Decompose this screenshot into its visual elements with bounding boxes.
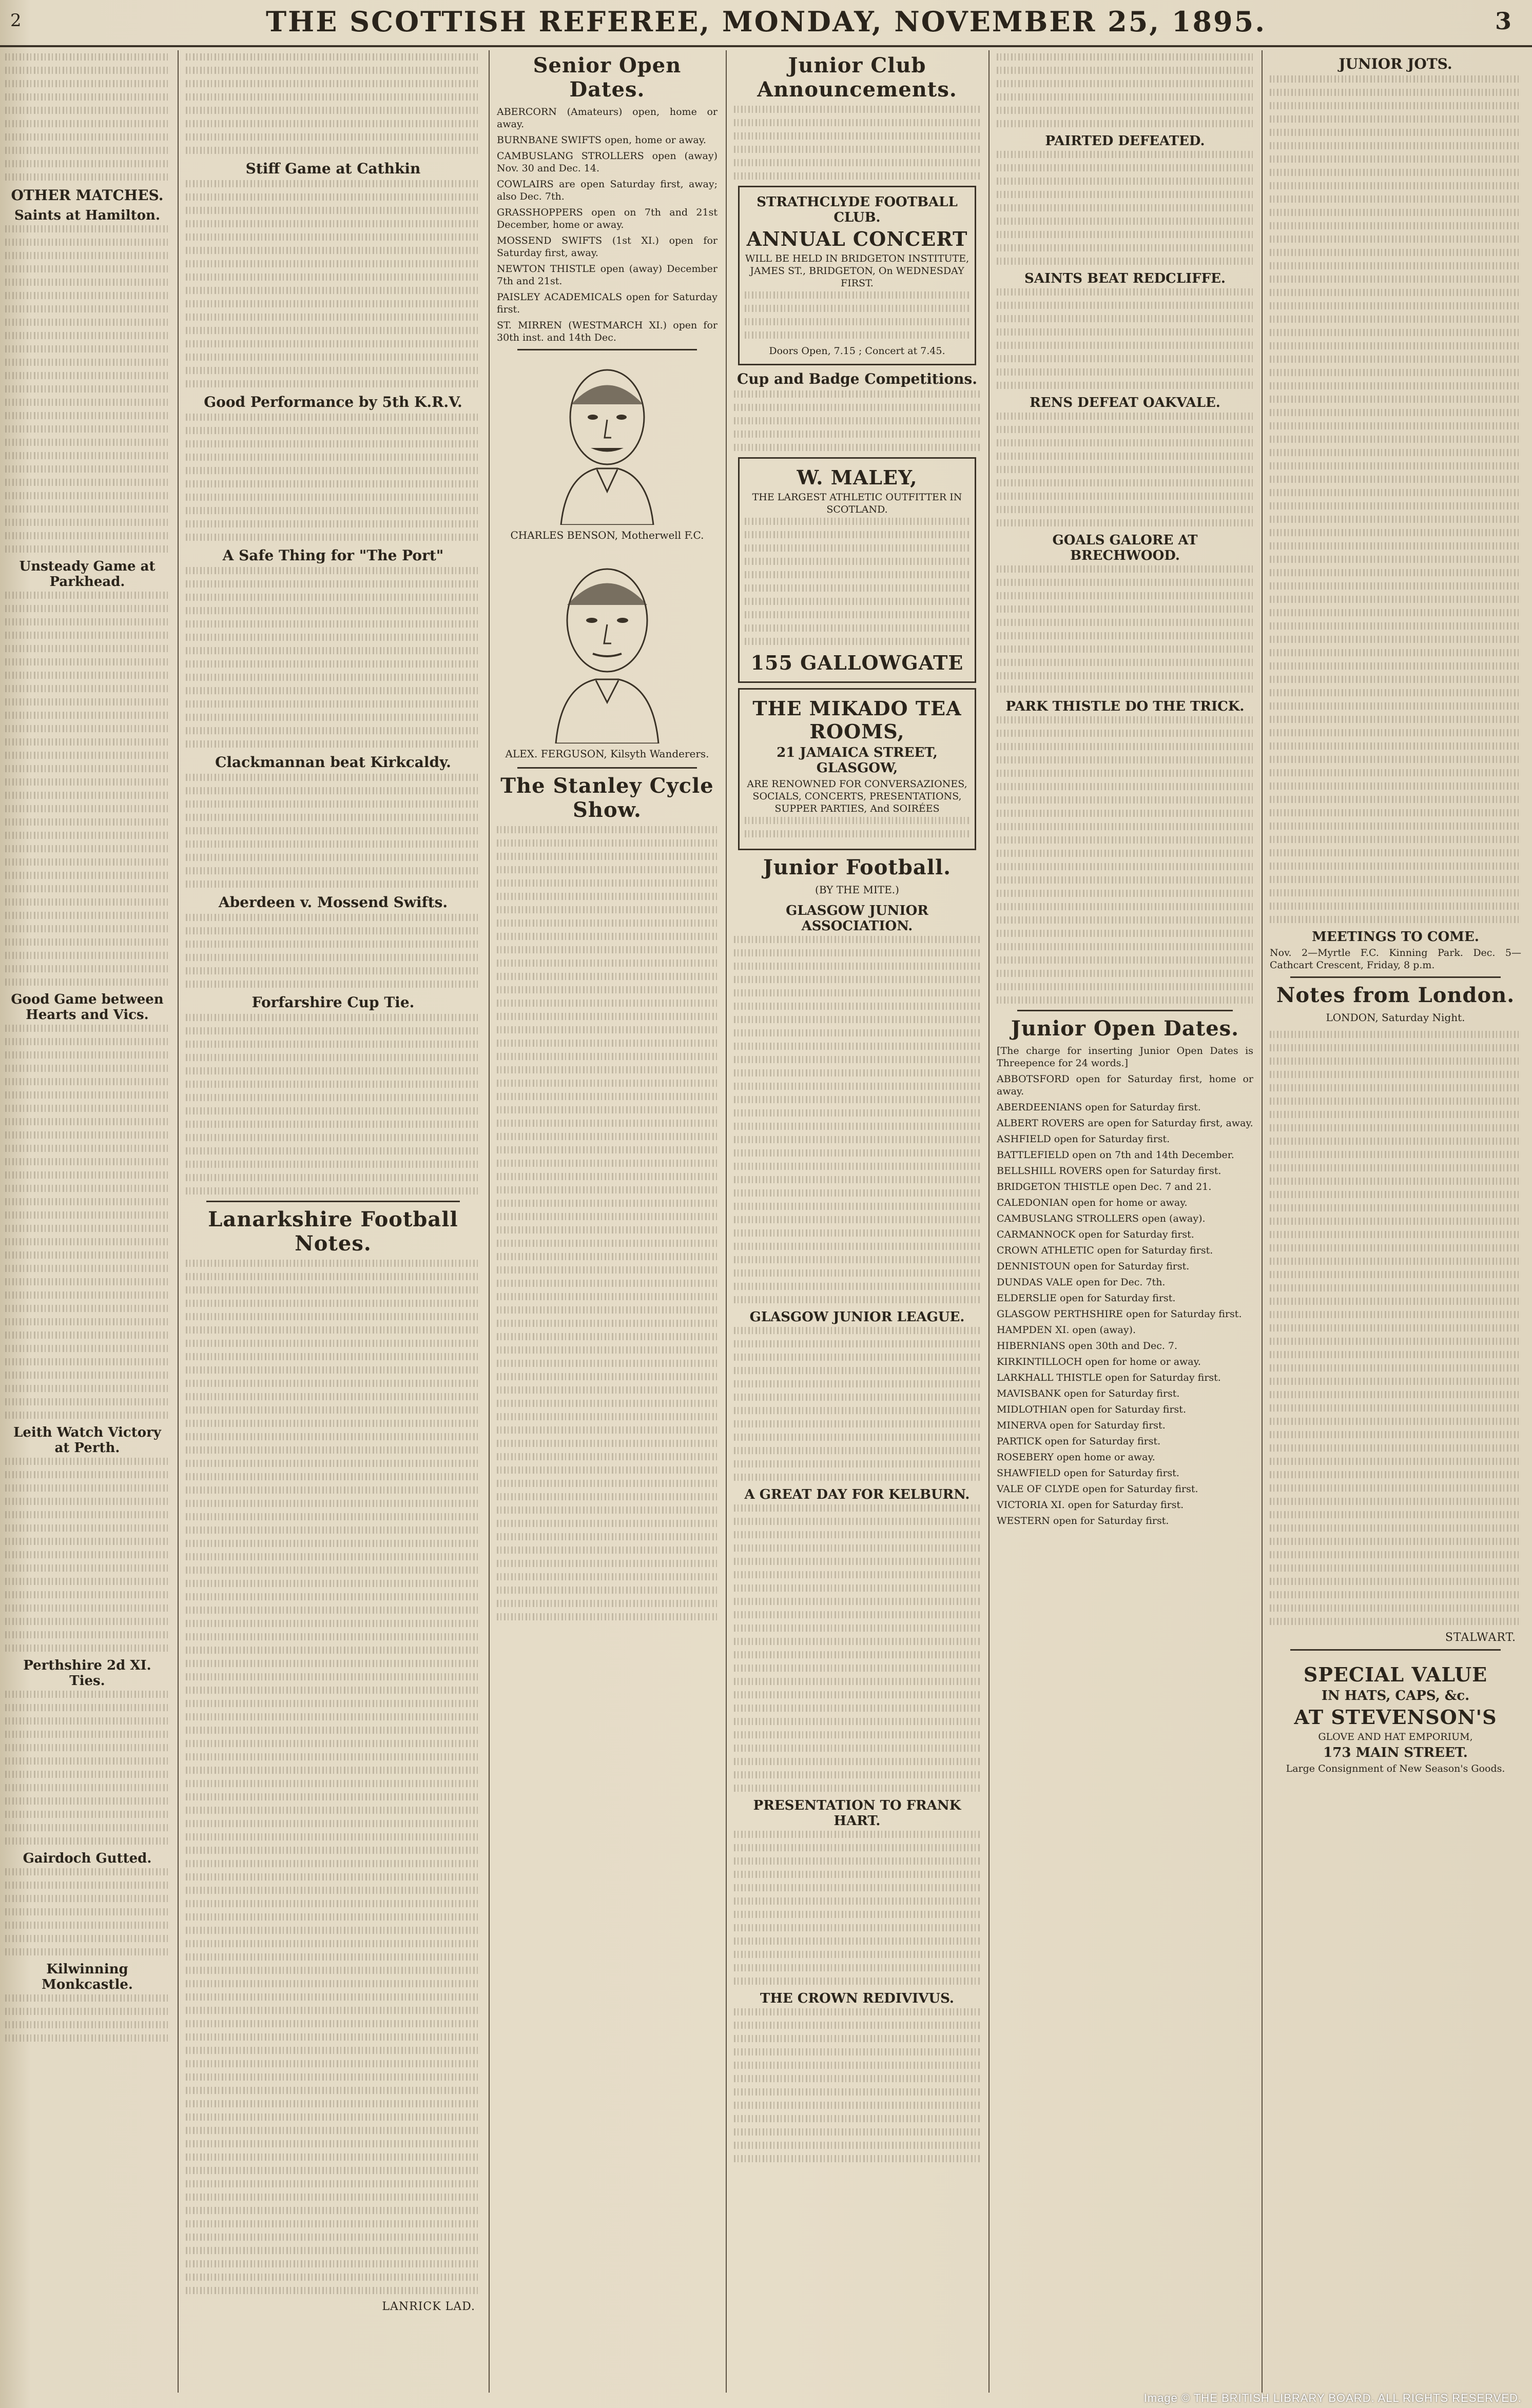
ad-mikado-address: 21 JAMAICA STREET, GLASGOW, [777, 745, 938, 776]
junior-open-entry: BRIDGETON THISTLE open Dec. 7 and 21. [997, 1181, 1212, 1192]
caption-alex-ferguson: ALEX. FERGUSON, Kilsyth Wanderers. [505, 748, 709, 760]
junior-open-entry: CARMANNOCK open for Saturday first. [997, 1229, 1194, 1240]
heading-gairdoch: Gairdoch Gutted. [23, 1851, 152, 1866]
junior-open-entry: PARTICK open for Saturday first. [997, 1436, 1161, 1447]
ad-strathclyde-head: STRATHCLYDE FOOTBALL CLUB. [757, 194, 958, 225]
heading-leith-watch: Leith Watch Victory at Perth. [13, 1425, 161, 1456]
ad-maley-sub: THE LARGEST ATHLETIC OUTFITTER IN SCOTLAND. [752, 492, 962, 515]
section-rule [517, 349, 697, 350]
junior-open-entry: ELDERSLIE open for Saturday first. [997, 1293, 1176, 1304]
ad-stevensons [1274, 1656, 1517, 1781]
junior-open-entry: GLASGOW PERTHSHIRE open for Saturday first. [997, 1308, 1242, 1320]
junior-open-entry: ABERDEENIANS open for Saturday first. [997, 1102, 1201, 1113]
heading-glasgow-junior-association: GLASGOW JUNIOR ASSOCIATION. [786, 903, 928, 934]
junior-open-entry: CAMBUSLANG STROLLERS open (away). [997, 1213, 1206, 1224]
junior-open-entry: KIRKINTILLOCH open for home or away. [997, 1356, 1201, 1367]
heading-perthshire-ties: Perthshire 2d XI. Ties. [23, 1658, 151, 1689]
junior-open-entry: SHAWFIELD open for Saturday first. [997, 1467, 1179, 1479]
ad-hats-caps: IN HATS, CAPS, &c. [1321, 1688, 1470, 1704]
heading-safe-thing: A Safe Thing for "The Port" [222, 547, 444, 564]
open-date-entry: GRASSHOPPERS open on 7th and 21st December, home or away. [497, 207, 717, 230]
junior-open-entry: MAVISBANK open for Saturday first. [997, 1388, 1180, 1399]
page-number: 3 [1495, 7, 1511, 35]
heading-crown-redivivus: THE CROWN REDIVIVUS. [760, 1991, 954, 2006]
ad-annual-concert: ANNUAL CONCERT [746, 227, 968, 250]
column-rule [178, 50, 179, 2393]
ad-maley-name: W. MALEY, [797, 466, 918, 489]
junior-open-entry: VICTORIA XI. open for Saturday first. [997, 1499, 1184, 1511]
heading-junior-jots: JUNIOR JOTS. [1339, 55, 1452, 72]
column-4 [729, 50, 985, 2393]
section-rule [1017, 1010, 1233, 1011]
heading-cup-and-badge: Cup and Badge Competitions. [737, 370, 977, 387]
heading-saints-at-hamilton: Saints at Hamilton. [14, 208, 160, 223]
open-date-entry: CAMBUSLANG STROLLERS open (away) Nov. 30 and Dec. 14. [497, 150, 717, 174]
heading-aberdeen-mossend: Aberdeen v. Mossend Swifts. [218, 894, 448, 911]
heading-pairted-defeated: PAIRTED DEFEATED. [1045, 133, 1205, 149]
junior-open-entry: ROSEBERY open home or away. [997, 1452, 1155, 1463]
heading-unsteady-game: Unsteady Game at Parkhead. [19, 559, 156, 590]
ad-emporium: GLOVE AND HAT EMPORIUM, [1318, 1731, 1473, 1743]
heading-clackmannan: Clackmannan beat Kirkcaldy. [215, 754, 451, 771]
heading-stanley-cycle-show: The Stanley Cycle Show. [500, 774, 714, 822]
ad-main-street: 173 MAIN STREET. [1323, 1745, 1468, 1760]
column-5 [992, 50, 1258, 2393]
heading-other-matches: OTHER MATCHES. [11, 187, 164, 204]
heading-junior-open-dates: Junior Open Dates. [1011, 1016, 1239, 1041]
ad-stevensons-name: AT STEVENSON'S [1294, 1706, 1497, 1729]
heading-good-performance: Good Performance by 5th K.R.V. [204, 394, 462, 410]
section-rule [1290, 976, 1501, 978]
heading-park-thistle: PARK THISTLE DO THE TRICK. [1005, 699, 1245, 714]
section-rule [206, 1201, 460, 1202]
ad-concert-detail: WILL BE HELD IN BRIDGETON INSTITUTE, JAMES ST., BRIDGETON, On WEDNESDAY FIRST. [745, 253, 969, 289]
heading-kilwinning: Kilwinning Monkcastle. [42, 1962, 133, 1992]
section-rule [1290, 1649, 1501, 1651]
heading-presentation: PRESENTATION TO FRANK HART. [753, 1798, 961, 1829]
junior-open-entry: LARKHALL THISTLE open for Saturday first. [997, 1372, 1221, 1383]
heading-goals-galore: GOALS GALORE AT BRECHWOOD. [1052, 533, 1198, 563]
junior-open-entry: HIBERNIANS open 30th and Dec. 7. [997, 1340, 1178, 1352]
open-date-entry: MOSSEND SWIFTS (1st XI.) open for Saturday first, away. [497, 235, 717, 259]
heading-lanarkshire-notes: Lanarkshire Football Notes. [208, 1207, 458, 1256]
junior-open-entry: WESTERN open for Saturday first. [997, 1515, 1169, 1526]
signature-lanrick-lad: LANRICK LAD. [382, 2300, 475, 2313]
caption-charles-benson: CHARLES BENSON, Motherwell F.C. [510, 529, 704, 541]
heading-junior-club-announcements: Junior Club Announcements. [757, 53, 957, 102]
junior-open-entry: CALEDONIAN open for home or away. [997, 1197, 1188, 1208]
column-rule [489, 50, 490, 2393]
column-6 [1265, 50, 1526, 2393]
london-dateline: LONDON, Saturday Night. [1326, 1011, 1465, 1024]
column-rule [726, 50, 727, 2393]
open-date-entry: NEWTON THISTLE open (away) December 7th and 21st. [497, 263, 717, 287]
masthead-rule [0, 45, 1532, 47]
ad-mikado-sub: ARE RENOWNED FOR CONVERSAZIONES, SOCIALS, CONCERTS, PRESENTATIONS, SUPPER PARTIES, And SOIRÉES [747, 778, 967, 814]
heading-forfarshire: Forfarshire Cup Tie. [251, 994, 415, 1011]
heading-meetings-to-come: MEETINGS TO COME. [1312, 929, 1479, 945]
portrait-engraving-1 [530, 356, 684, 525]
junior-open-entry: ASHFIELD open for Saturday first. [997, 1133, 1170, 1145]
junior-open-entry: HAMPDEN XI. open (away). [997, 1324, 1136, 1336]
masthead-left-mark: 2 [10, 10, 22, 31]
ad-consignment: Large Consignment of New Season's Goods. [1286, 1763, 1505, 1774]
portrait-engraving-2 [530, 549, 684, 743]
junior-open-entry: ALBERT ROVERS are open for Saturday first, away. [997, 1118, 1253, 1129]
column-rule [1262, 50, 1263, 2393]
heading-hearts-and-vics: Good Game between Hearts and Vics. [11, 992, 164, 1023]
section-rule [517, 767, 697, 769]
junior-open-entry: BATTLEFIELD open on 7th and 14th December. [997, 1149, 1234, 1161]
heading-stiff-game: Stiff Game at Cathkin [245, 160, 421, 177]
open-date-entry: PAISLEY ACADEMICALS open for Saturday first. [497, 291, 717, 315]
byline-the-mite: (BY THE MITE.) [815, 884, 899, 896]
junior-open-entry: MIDLOTHIAN open for Saturday first. [997, 1404, 1186, 1415]
meetings-list: Nov. 2—Myrtle F.C. Kinning Park. Dec. 5—Cathcart Crescent, Friday, 8 p.m. [1270, 947, 1521, 971]
open-date-entry: ABERCORN (Amateurs) open, home or away. [497, 106, 717, 130]
column-2 [181, 50, 486, 2393]
junior-open-entry: CROWN ATHLETIC open for Saturday first. [997, 1245, 1213, 1256]
portrait-charles-benson [530, 356, 684, 525]
heading-glasgow-junior-league: GLASGOW JUNIOR LEAGUE. [749, 1309, 965, 1325]
heading-kelburn: A GREAT DAY FOR KELBURN. [744, 1487, 970, 1502]
open-date-entry: COWLAIRS are open Saturday first, away; also Dec. 7th. [497, 179, 717, 202]
column-rule [988, 50, 990, 2393]
heading-rens-defeat-oakvale: RENS DEFEAT OAKVALE. [1030, 395, 1220, 410]
junior-open-entry: DENNISTOUN open for Saturday first. [997, 1261, 1190, 1272]
ad-special-value: SPECIAL VALUE [1303, 1663, 1488, 1686]
open-date-entry: ST. MIRREN (WESTMARCH XI.) open for 30th inst. and 14th Dec. [497, 320, 717, 343]
masthead [0, 0, 1532, 46]
heading-saints-beat-redcliffe: SAINTS BEAT REDCLIFFE. [1024, 271, 1226, 286]
copyright-footer: Image © THE BRITISH LIBRARY BOARD. ALL RIGHTS RESERVED. [1143, 2392, 1522, 2404]
ad-mikado-name: THE MIKADO TEA ROOMS, [752, 697, 962, 743]
junior-open-entry: MINERVA open for Saturday first. [997, 1420, 1166, 1431]
signature-stalwart: STALWART. [1445, 1631, 1516, 1644]
open-date-entry: BURNBANE SWIFTS open, home or away. [497, 134, 706, 146]
masthead-title: THE SCOTTISH REFEREE, MONDAY, NOVEMBER 25, 1895. [265, 5, 1267, 38]
junior-open-entry: ABBOTSFORD open for Saturday first, home or away. [997, 1073, 1253, 1097]
heading-senior-open-dates: Senior Open Dates. [533, 53, 682, 102]
ad-w-maley [738, 457, 976, 683]
ad-maley-address: 155 GALLOWGATE [750, 651, 964, 674]
junior-open-entry: BELLSHILL ROVERS open for Saturday first. [997, 1165, 1221, 1177]
ad-mikado-tea-rooms [738, 688, 976, 850]
junior-open-entry: DUNDAS VALE open for Dec. 7th. [997, 1277, 1166, 1288]
ad-strathclyde-concert [738, 186, 976, 365]
portrait-alex-ferguson [530, 549, 684, 743]
column-1 [0, 50, 174, 2393]
heading-notes-from-london: Notes from London. [1276, 983, 1515, 1007]
junior-open-entry: VALE OF CLYDE open for Saturday first. [997, 1483, 1198, 1495]
open-dates-note: [The charge for inserting Junior Open Dates is Threepence for 24 words.] [997, 1045, 1253, 1069]
column-3 [492, 50, 723, 2393]
heading-junior-football: Junior Football. [763, 855, 952, 879]
ad-concert-tickets: Doors Open, 7.15 ; Concert at 7.45. [769, 345, 945, 357]
